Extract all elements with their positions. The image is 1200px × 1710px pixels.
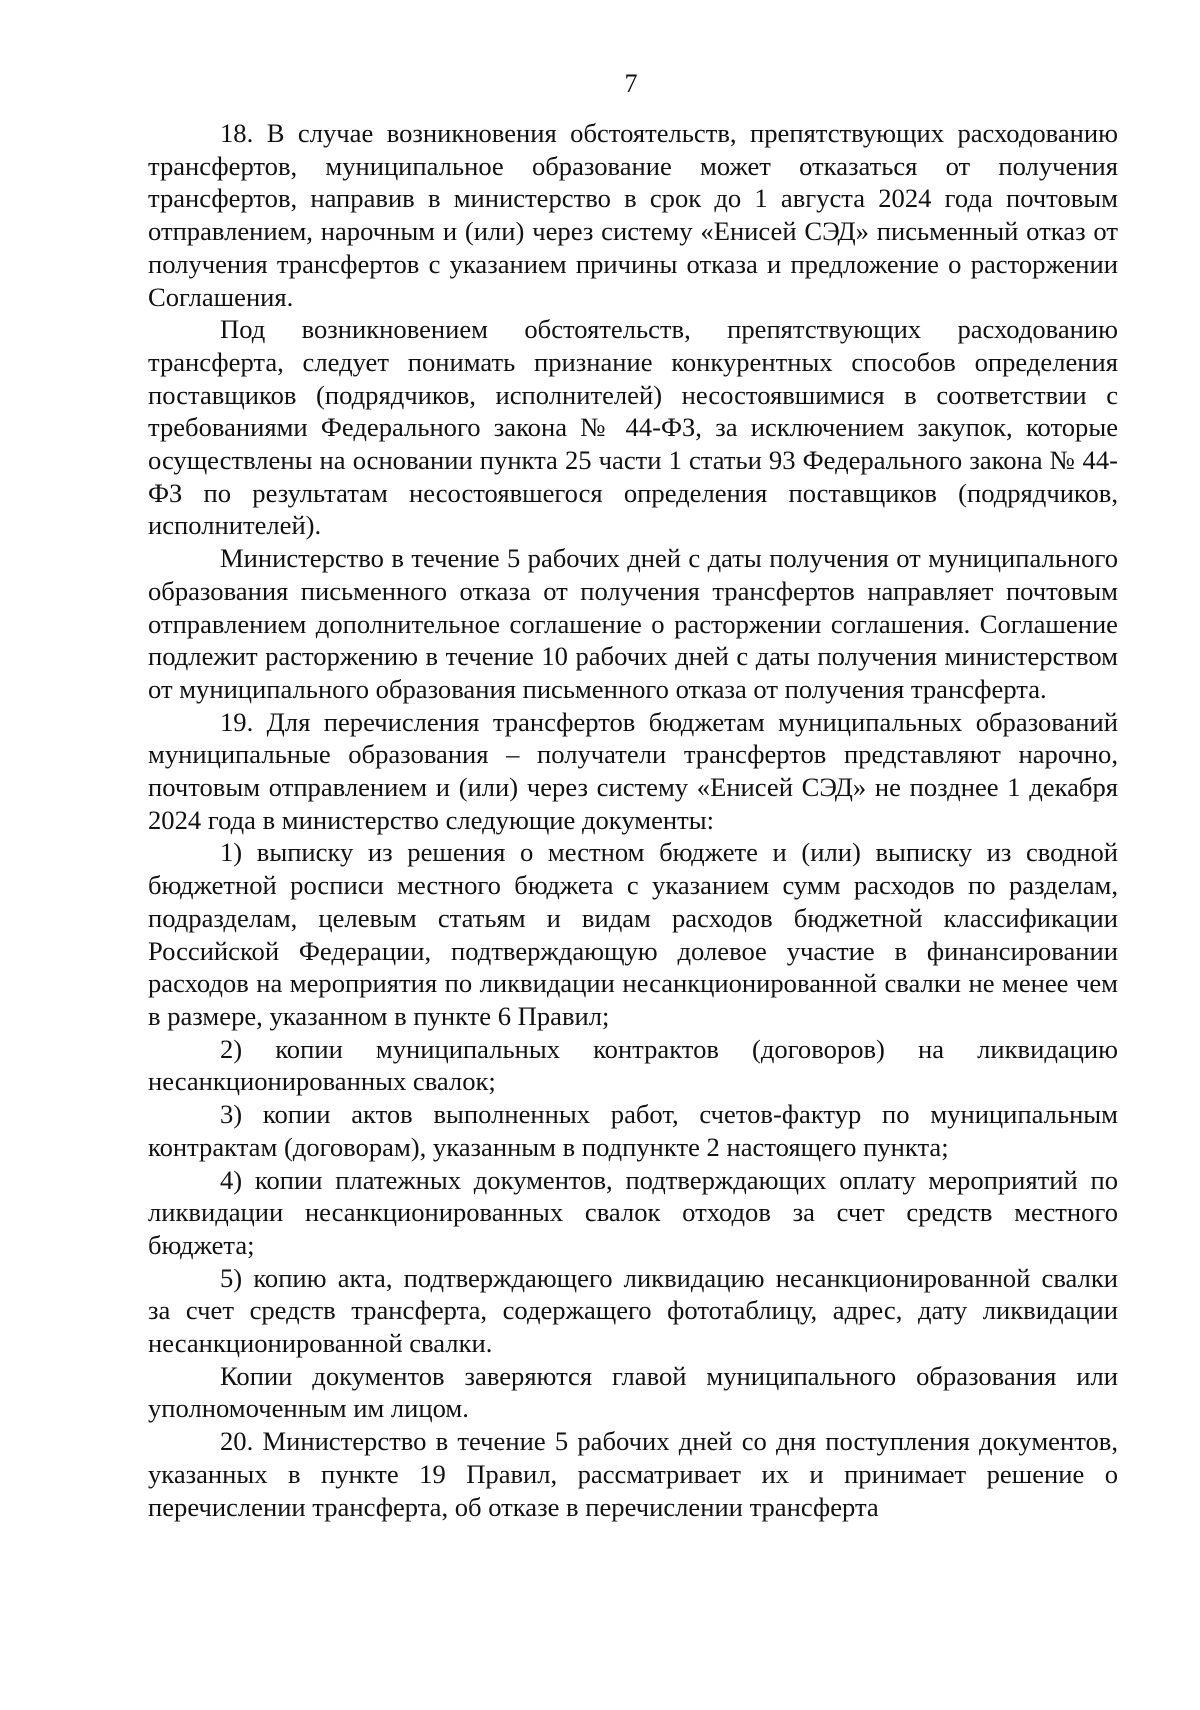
paragraph-copies-certification: Копии документов заверяются главой муниципального образования или уполномоченным им лицом. (148, 1360, 1118, 1424)
list-item-1: 1) выписку из решения о местном бюджете и (или) выписку из сводной бюджетной росписи местного бюджета с указанием сумм расходов по разделам, подразделам, целевым статьям и видам расходов бюджетной классификации Российской Федерации, подтверждающую долевое участие в финансировании расходов на мероприятия по ликвидации несанкционированной свалки не менее чем в размере, указанном в пункте 6 Правил; (148, 837, 1118, 1031)
paragraph-20: 20. Министерство в течение 5 рабочих дней со дня поступления документов, указанных в пункте 19 Правил, рассматривает их и принимает решение о перечислении трансферта, об отказе в перечислении трансферта (148, 1426, 1118, 1522)
list-item-2: 2) копии муниципальных контрактов (договоров) на ликвидацию несанкционированных свалок; (148, 1033, 1118, 1097)
paragraph-18: 18. В случае возникновения обстоятельств, препятствующих расходованию трансфертов, муниципальное образование может отказаться от получения трансфертов, направив в министерство в срок до 1 августа 2024 года почтовым отправлением, нарочным и (или) через систему «Енисей СЭД» письменный отказ от получения трансфертов с указанием причины отказа и предложение о расторжении Соглашения. (148, 118, 1118, 312)
list-item-4: 4) копии платежных документов, подтверждающих оплату мероприятий по ликвидации несанкционированных свалок отходов за счет средств местного бюджета; (148, 1164, 1118, 1260)
list-item-3: 3) копии актов выполненных работ, счетов-фактур по муниципальным контрактам (договорам), указанным в подпункте 2 настоящего пункта; (148, 1099, 1118, 1162)
page-number: 7 (624, 69, 638, 98)
paragraph-19: 19. Для перечисления трансфертов бюджетам муниципальных образований муниципальные образования – получатели трансфертов представляют нарочно, почтовым отправлением и (или) через систему «Енисей СЭД» не позднее 1 декабря 2024 года в министерство следующие документы: (148, 706, 1118, 835)
list-item-5: 5) копию акта, подтверждающего ликвидацию несанкционированной свалки за счет средств трансферта, содержащего фототаблицу, адрес, дату ликвидации несанкционированной свалки. (148, 1262, 1118, 1359)
paragraph-circumstances: Под возникновением обстоятельств, препятствующих расходованию трансферта, следует понимать признание конкурентных способов определения поставщиков (подрядчиков, исполнителей) несостоявшимися в соответствии с требованиями Федерального закона № 44-ФЗ, за исключением закупок, которые осуществлены на основании пункта 25 части 1 статьи 93 Федерального закона № 44-ФЗ по результатам несостоявшегося определения поставщиков (подрядчиков, исполнителей). (148, 314, 1118, 541)
paragraph-ministry-termination: Министерство в течение 5 рабочих дней с даты получения от муниципального образования письменного отказа от получения трансфертов направляет почтовым отправлением дополнительное соглашение о расторжении соглашения. Соглашение подлежит расторжению в течение 10 рабочих дней с даты получения министерством от муниципального образования письменного отказа от получения трансферта. (148, 543, 1118, 704)
document-body (148, 117, 1118, 1523)
